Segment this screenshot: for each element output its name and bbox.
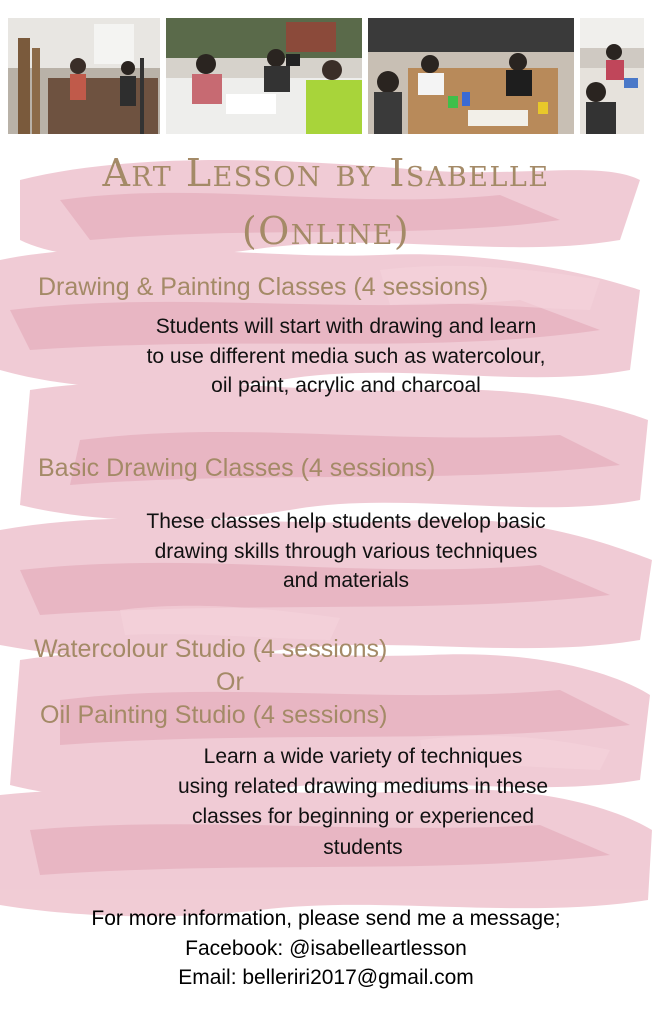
section-text-line: Students will start with drawing and learn [155, 315, 537, 338]
page-title: Art Lesson by Isabelle [102, 151, 550, 195]
photo-strip [8, 18, 644, 134]
section-text-line: using related drawing mediums in these [177, 775, 549, 798]
section-heading-oil-painting-studio: Oil Painting Studio (4 sessions) [40, 701, 388, 729]
footer-contact-intro: For more information, please send me a message; [91, 907, 561, 930]
section-text-line: oil paint, acrylic and charcoal [211, 374, 481, 397]
section-text-line: to use different media such as watercolour, [146, 345, 546, 368]
page-subtitle: (Online) [241, 209, 411, 253]
section-text-line: students [323, 836, 403, 859]
footer-email: Email: belleriri2017@gmail.com [178, 966, 474, 989]
section-text-line: These classes help students develop basic [146, 510, 546, 533]
section-heading-or: Or [216, 668, 244, 696]
section-text-line: and materials [282, 569, 410, 592]
section-heading-watercolour-studio: Watercolour Studio (4 sessions) [34, 635, 388, 663]
footer-facebook: Facebook: @isabelleartlesson [185, 937, 467, 960]
studio-easel-photo [8, 18, 160, 134]
section-text-line: classes for beginning or experienced [191, 805, 535, 828]
students-drawing-table-photo [166, 18, 362, 134]
section-text-line: Learn a wide variety of techniques [203, 745, 523, 768]
section-heading-drawing-painting: Drawing & Painting Classes (4 sessions) [38, 273, 489, 301]
students-art-class-photo [580, 18, 644, 134]
section-heading-basic-drawing: Basic Drawing Classes (4 sessions) [38, 454, 436, 482]
section-text-line: drawing skills through various techniques [154, 540, 538, 563]
students-painting-class-photo [368, 18, 574, 134]
